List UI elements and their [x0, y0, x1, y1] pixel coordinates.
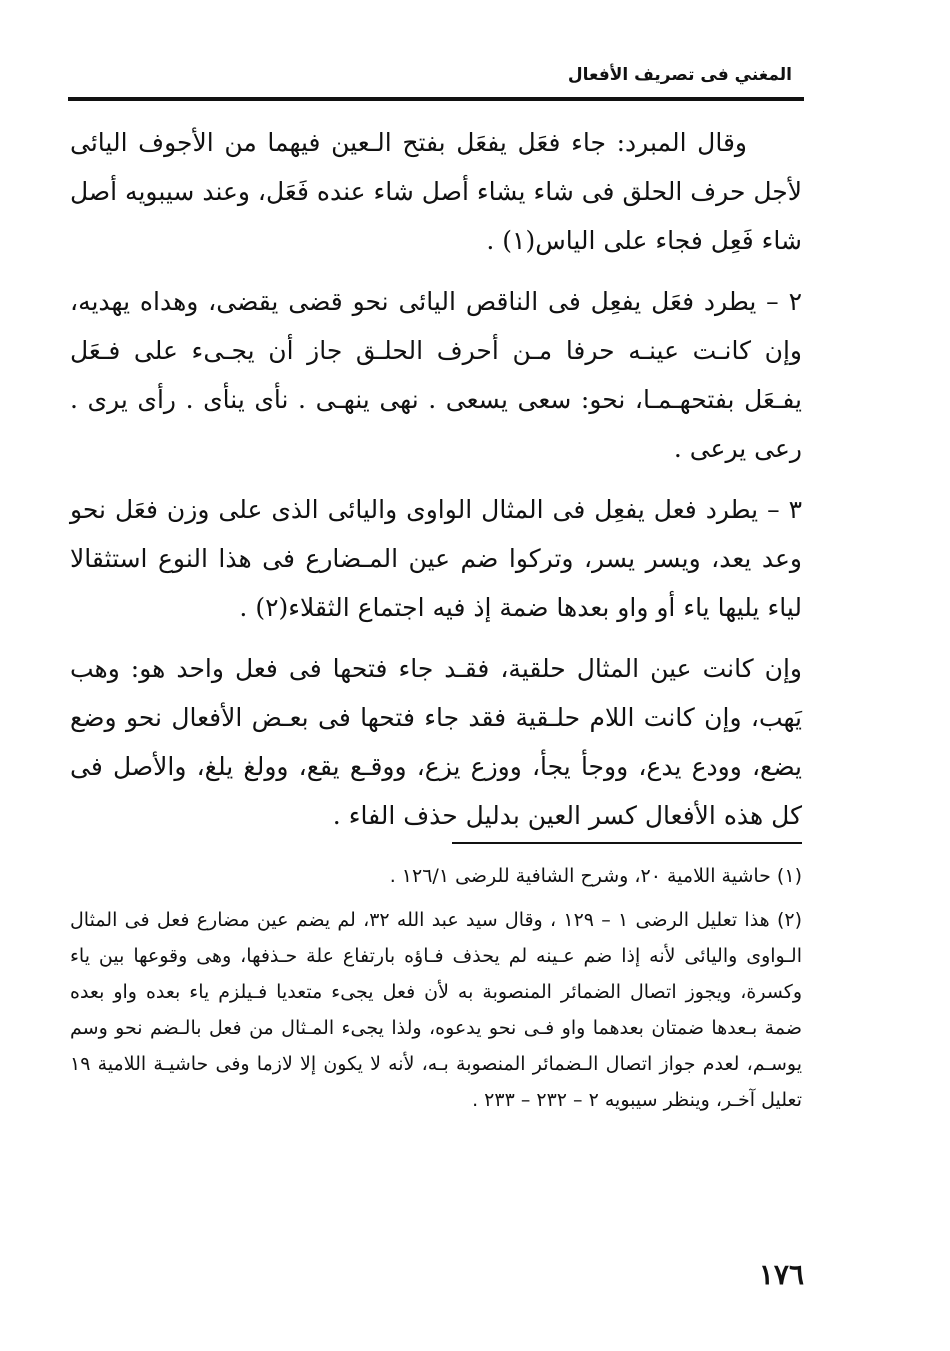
paragraph-4: وإن كانت عين المثال حلقية، فقـد جاء فتحها فى فعل واحد هو: وهب يَهب، وإن كانت اللام حلـقية فقد جاء فتحها فى بعـض الأفعال نحو وضع يضع، وودع يدع، ووجأ يجأ، ووزع يزع، ووقـع يقع، وولغ يلغ، والأصل فى كل هذه الأفعال كسر العين بدليل حذف الفاء .	[70, 654, 802, 830]
footnotes	[70, 858, 802, 1126]
footnote-rule	[452, 842, 802, 844]
running-head: المغني فى تصريف الأفعال	[567, 65, 792, 85]
page-number: ١٧٦	[758, 1258, 804, 1291]
footnote-2: (٢) هذا تعليل الرضى ١ – ١٢٩ ، وقال سيد عبد الله ٣٢، لم يضم عين مضارع فعل فى المثال الـواوى واليائى لأنه إذا ضم عـينه لم يحذف فـاؤه بارتفاع علة حـذفها، وهى وقوعها بين ياء وكسرة، ويجوز اتصال الضمائر المنصوبة به لأن فعل يجىء متعديا فـيلزم ياء بعده واو بعده ضمة بـعدها ضمتان بعدهما واو فـى نحو يدعوه، ولذا يجىء المـثال من فعل بالـضم نحو وسم يوسـم، لعدم جواز اتصال الـضمائر المنصوبة بـه، لأنه لا يكون إلا لازما وفى حاشيـة اللامية ١٩ تعليل آخـر، وينظر سيبويه ٢ – ٢٣٢ – ٢٣٣ .	[70, 909, 802, 1111]
main-text	[70, 118, 802, 852]
paragraph-2: ٢ – يطرد فعَل يفعِل فى الناقص اليائى نحو قضى يقضى، وهداه يهديه، وإن كانـت عينـه حرفا مـن أحرف الحلـق جاز أن يجـىء على فـعَل يفـعَل بفتحهـمـا، نحو: سعى يسعى . نهى ينهـى . نأى ينأى . رأى يرى . رعى يرعى .	[70, 287, 802, 463]
header-rule	[68, 97, 804, 101]
paragraph-3: ٣ – يطرد فعل يفعِل فى المثال الواوى واليائى الذى على وزن فعَل نحو وعد يعد، ويسر يسر، وتركوا ضم عين المـضارع فى هذا النوع استثقالا لياء يليها ياء أو واو بعدها ضمة إذ فيه اجتماع الثقلاء(٢) .	[70, 495, 802, 622]
paragraph-1: وقال المبرد: جاء فعَل يفعَل بفتح الـعين فيهما من الأجوف اليائى لأجل حرف الحلق فى شاء يشاء أصل شاء عنده فَعَل، وعند سيبويه أصل شاء فَعِل فجاء على الياس(١) .	[70, 128, 802, 255]
footnote-1: (١) حاشية اللامية ٢٠، وشرح الشافية للرضى ١٢٦/١ .	[389, 865, 802, 887]
